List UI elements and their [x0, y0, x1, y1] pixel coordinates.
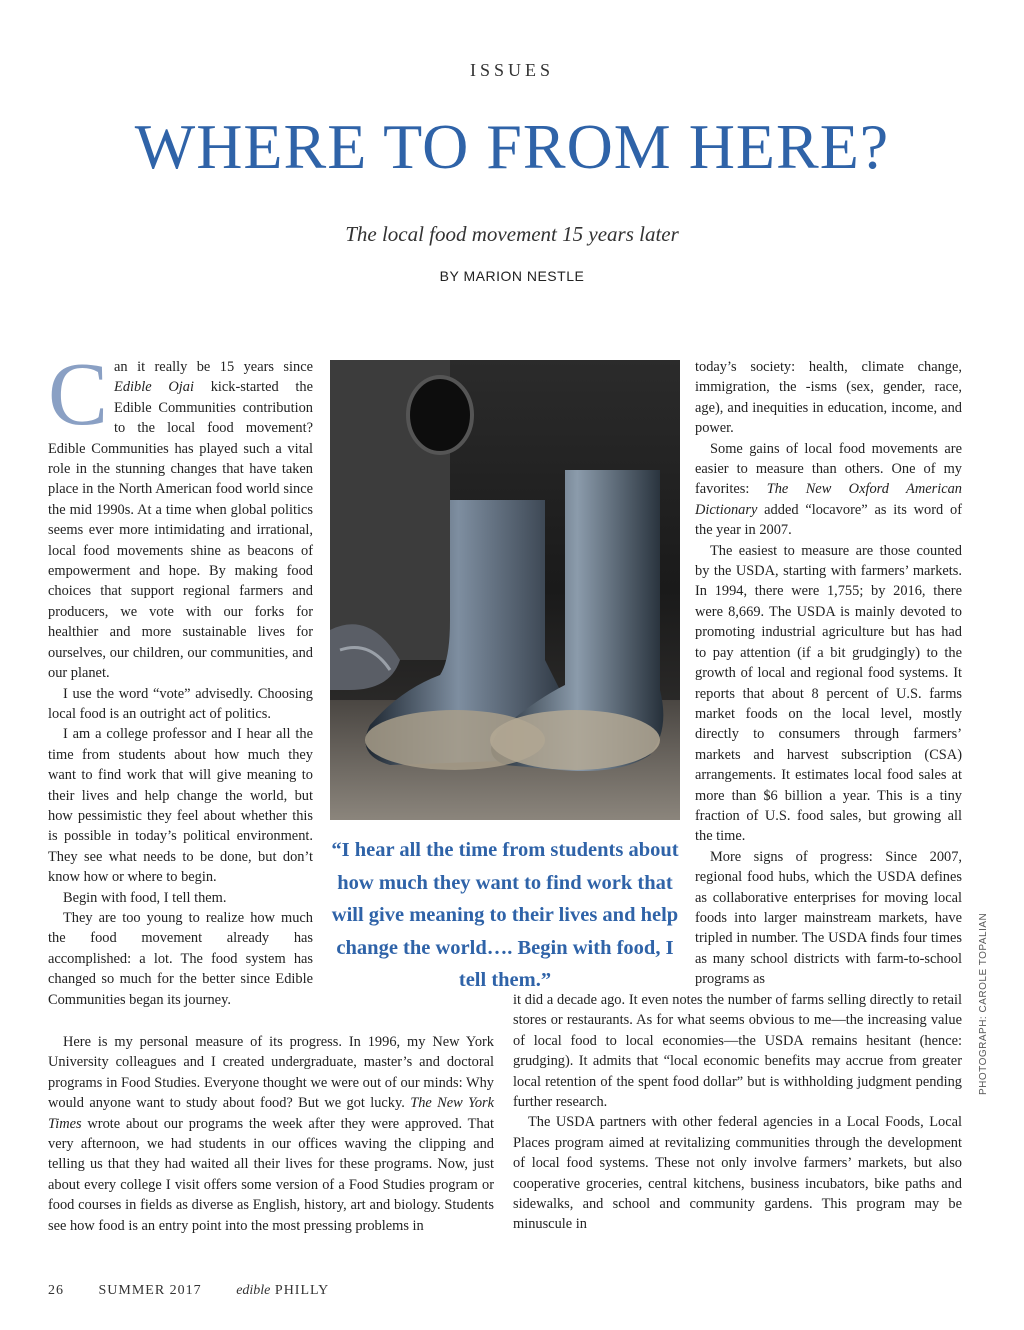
- paragraph: today’s society: health, climate change, immigration, the -isms (sex, gender, race, age), and inequities in education, income, and power.: [695, 359, 962, 437]
- article-title: WHERE TO FROM HERE?: [134, 111, 890, 182]
- page-footer: [48, 1283, 359, 1299]
- left-column: [48, 345, 313, 1010]
- pull-quote: “I hear all the time from students about how much they want to find work that will give meaning to their lives and help change the world…. Begin with food, I tell them.”: [331, 839, 679, 991]
- boots-photo: [330, 360, 680, 820]
- photo-credit: PHOTOGRAPH: CAROLE TOPALIAN: [978, 912, 989, 1095]
- bottom-left-column: [48, 1032, 494, 1236]
- byline: BY MARION NESTLE: [439, 268, 585, 284]
- paragraph: They are too young to realize how much the food movement already has accomplished: a lot. The food system has changed so much for the better since Edible Communities began its journey.: [48, 909, 313, 1008]
- page-number: 26: [48, 1283, 64, 1298]
- article-subtitle: The local food movement 15 years later: [345, 222, 679, 246]
- paragraph: Here is my personal measure of its progress. In 1996, my New York University colleagues and I created undergraduate, master’s and doctoral programs in Food Studies. Everyone thought we were out of our minds: Why would anyone want to study about food? But we got lucky. The New York Times wrote about our programs the week after they were approved. That very afternoon, we had students in our offices waving the clipping and telling us that they had waited all their lives for these programs. Now, just about every college I visit offers some version of a Food Studies program or food courses in fields as diverse as English, history, art and biology. Students see how food is an entry point into the most pressing problems in: [48, 1034, 494, 1234]
- section-label: ISSUES: [469, 60, 555, 80]
- paragraph: The USDA partners with other federal agencies in a Local Foods, Local Places program aimed at revitalizing communities through the development of local food systems. These not only involve farmers’ markets, but also cooperative groceries, central kitchens, business incubators, bike paths and sidewalks, and school and community gardens. This program may be minuscule in: [513, 1114, 962, 1233]
- drop-cap: C: [48, 345, 109, 444]
- paragraph: I am a college professor and I hear all the time from students about how much they want to find work that will give meaning to their lives and help change the world, but how pessimistic they feel about whether this is possible in today’s political environment. They see what needs to be done, but don’t know how or where to begin.: [48, 726, 313, 886]
- paragraph: I use the word “vote” advisedly. Choosing local food is an outright act of politics.: [48, 685, 313, 722]
- publication-italic: edible: [236, 1283, 271, 1298]
- paragraph: Begin with food, I tell them.: [63, 889, 227, 906]
- publication-name: PHILLY: [274, 1283, 330, 1298]
- paragraph: Some gains of local food movements are easier to measure than others. One of my favorites: The New Oxford American Dictionary added “locavore” as its word of the year in 2007.: [695, 440, 962, 539]
- paragraph: The easiest to measure are those counted by the USDA, starting with farmers’ markets. In 1994, there were 1,755; by 2016, there were 8,669. The USDA is mainly devoted to promoting industrial agriculture but has had to pay attention (if a bit grudgingly) to the growth of local and regional food systems. It reports that about 8 percent of U.S. farms market foods on the local level, mostly directly to consumers through farmers’ markets and harvest subscription (CSA) arrangements. It estimates local food sales at more than $6 billion a year. This is a tiny fraction of U.S. food sales, but growing all the time.: [695, 542, 962, 845]
- paragraph: Can it really be 15 years since Edible Ojai kick-started the Edible Communities contribution to the local food movement? Edible Communities has played such a vital role in the stunning changes that have taken place in the North American food world since the mid 1990s. At a time when global politics seems ever more intimidating and irrational, local food movements shine as beacons of empowerment and hope. By making food choices that support regional farmers and producers, we vote with our forks for healthier and more sustainable lives for ourselves, our children, our communities, and our planet.: [48, 345, 313, 682]
- issue-label: SUMMER 2017: [98, 1283, 202, 1298]
- paragraph: More signs of progress: Since 2007, regional food hubs, which the USDA defines as collaborative enterprises for moving local foods into larger mainstream markets, have tripled in number. The USDA finds four times as many school districts with farm-to-school programs as: [695, 848, 962, 988]
- paragraph: it did a decade ago. It even notes the number of farms selling directly to retail stores or restaurants. As for what seems obvious to me—the increasing value of local food to local economies—the USDA remains hesitant (hence: grudging). It admits that “local economic benefits may accrue from greater local retention of the spent food dollar” but is withholding judgment pending further research.: [513, 992, 962, 1111]
- bottom-right-column: [513, 990, 962, 1235]
- right-column: [695, 357, 962, 990]
